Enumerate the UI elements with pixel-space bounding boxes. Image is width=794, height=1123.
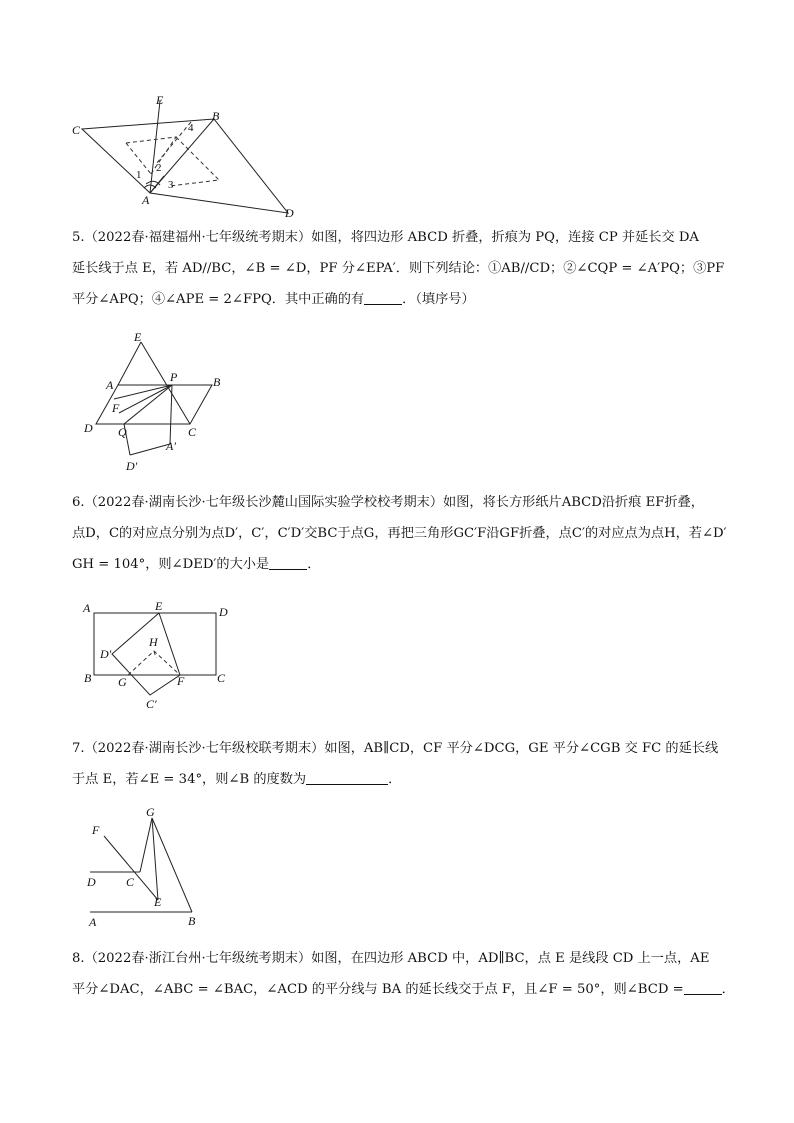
label-E: E xyxy=(155,599,163,613)
q8-line-1: 8.（2022春·浙江台州·七年级统考期末）如图，在四边形 ABCD 中，AD∥BC，点 E 是线段 CD 上一点，AE xyxy=(72,951,710,966)
figure-q4 xyxy=(66,92,306,222)
label-B: B xyxy=(84,671,92,685)
label-4: 4 xyxy=(188,122,194,134)
label-D: D xyxy=(219,605,228,619)
label-D-prime: D′ xyxy=(100,647,112,661)
label-A: A xyxy=(106,378,114,392)
q5-line-3-end: ．（填序号） xyxy=(402,292,475,307)
question-6 xyxy=(72,487,752,580)
label-B: B xyxy=(213,375,221,389)
label-B: B xyxy=(188,914,196,928)
label-C: C xyxy=(217,671,226,685)
label-G: G xyxy=(118,675,127,689)
label-A-prime: A′ xyxy=(166,439,176,453)
label-B: B xyxy=(212,109,220,123)
label-C: C xyxy=(72,123,81,137)
label-D: D xyxy=(87,875,96,889)
label-A: A xyxy=(89,915,97,929)
q6-line-1: 6.（2022春·湖南长沙·七年级长沙麓山国际实验学校校考期末）如图，将长方形纸片ABCD沿折痕 EF折叠， xyxy=(72,495,704,510)
label-Q: Q xyxy=(118,425,127,439)
label-2: 2 xyxy=(156,162,162,174)
figure-q5 xyxy=(80,328,230,476)
label-E: E xyxy=(154,895,162,909)
label-D: D xyxy=(285,206,294,220)
q8-line-2: 平分∠DAC，∠ABC = ∠BAC，∠ACD 的平分线与 BA 的延长线交于点 F，且∠F = 50°，则∠BCD = xyxy=(72,982,684,997)
question-8 xyxy=(72,943,752,1005)
label-F: F xyxy=(177,674,185,688)
label-1: 1 xyxy=(136,169,142,181)
label-F: F xyxy=(92,823,100,837)
q5-line-1: 5.（2022春·福建福州·七年级统考期末）如图，将四边形 ABCD 折叠，折痕为 PQ，连接 CP 并延长交 DA xyxy=(72,230,699,245)
label-P: P xyxy=(170,370,178,384)
quad-CBDA xyxy=(82,119,288,213)
q7-answer-blank xyxy=(306,769,388,785)
label-A: A xyxy=(142,193,150,207)
label-E: E xyxy=(156,93,164,107)
line-AE xyxy=(150,101,160,193)
q5-line-2: 延长线于点 E，若 AD//BC，∠B = ∠D，PF 分∠EPA′．则下列结论：①AB//CD；②∠CQP = ∠A′PQ；③PF xyxy=(72,261,725,276)
label-F: F xyxy=(112,401,120,415)
q7-line-1: 7.（2022春·湖南长沙·七年级校联考期末）如图，AB∥CD，CF 平分∠DCG，GE 平分∠CGB 交 FC 的延长线 xyxy=(72,741,719,756)
label-A: A xyxy=(83,601,91,615)
q6-line-2: 点D，C的对应点分别为点D′，C′，C′D′交BC于点G，再把三角形GC′F沿GF折叠，点C′的对应点为点H，若∠D′ xyxy=(72,526,727,541)
q6-answer-blank xyxy=(269,554,307,570)
q7-line-2: 于点 E，若∠E = 34°，则∠B 的度数为 xyxy=(72,772,307,787)
label-G: G xyxy=(146,805,155,819)
question-7 xyxy=(72,733,752,795)
q7-line-2-end: ． xyxy=(388,772,402,787)
label-C-prime: C′ xyxy=(146,697,157,711)
label-H: H xyxy=(149,635,158,649)
label-E: E xyxy=(134,330,142,344)
figure-q7 xyxy=(84,804,214,928)
label-D-prime: D′ xyxy=(126,459,138,473)
q8-answer-blank xyxy=(684,979,722,995)
question-5 xyxy=(72,222,752,315)
q6-line-3: GH = 104°，则∠DED′的大小是 xyxy=(72,557,270,572)
label-C: C xyxy=(188,425,197,439)
figure-q6 xyxy=(80,598,240,710)
q8-line-2-end: ． xyxy=(721,982,735,997)
label-3: 3 xyxy=(168,179,174,191)
q6-line-3-end: ． xyxy=(307,557,321,572)
q5-answer-blank xyxy=(364,289,402,305)
label-C: C xyxy=(126,875,135,889)
label-D: D xyxy=(84,421,93,435)
q5-line-3: 平分∠APQ；④∠APE = 2∠FPQ．其中正确的有 xyxy=(72,292,365,307)
